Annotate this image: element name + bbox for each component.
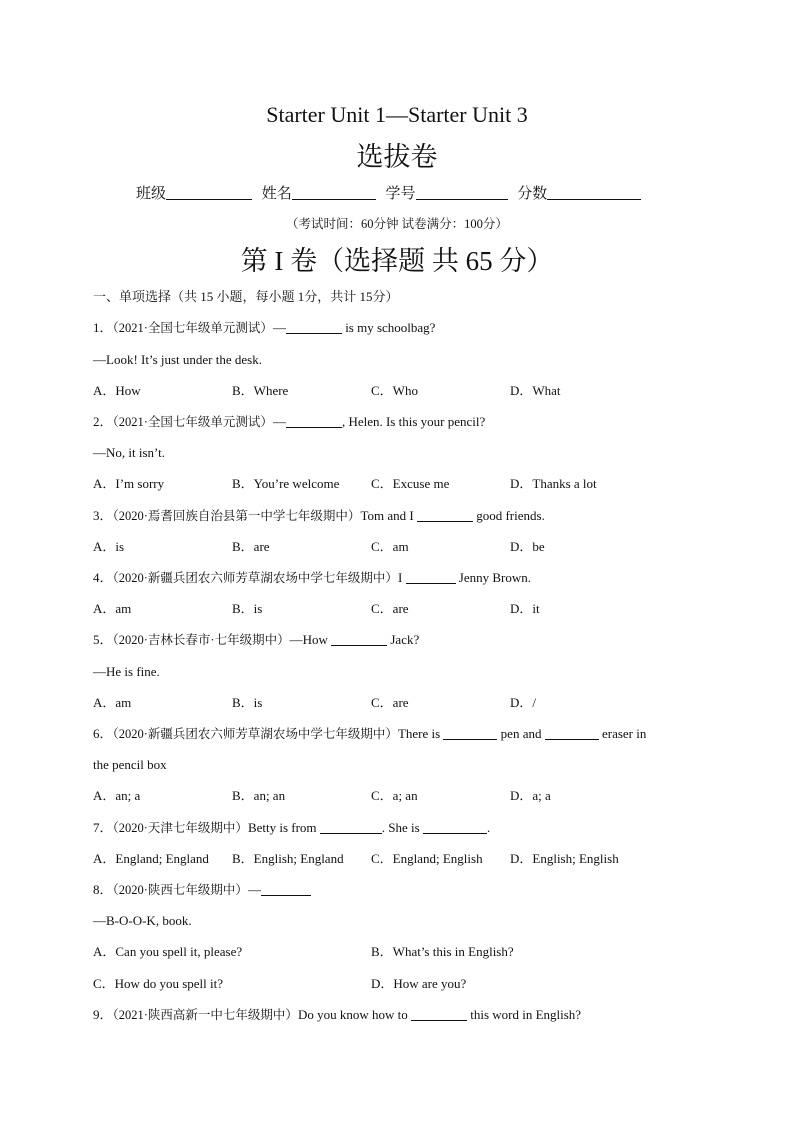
question-source: （2020·天津七年级期中） (112, 821, 248, 835)
question-stem: Tom and I (360, 508, 417, 523)
question-number: 5． (93, 632, 113, 647)
question-3-options (93, 537, 713, 557)
option-b: B．English; England (232, 851, 344, 866)
question-stem: good friends. (472, 508, 545, 523)
question-2 (93, 412, 485, 432)
option-a: A．Can you spell it, please? (93, 944, 243, 959)
option-b: B．What’s this in English? (371, 944, 514, 959)
option-b: B．Where (232, 383, 289, 398)
question-8-options-row2 (93, 974, 713, 994)
exam-note: （考试时间：60分钟 试卷满分：100分） (286, 217, 508, 231)
answer-blank (545, 725, 599, 740)
score-label: 分数 (517, 186, 548, 202)
section-title: 第 I 卷（选择题 共 65 分） (240, 246, 554, 276)
question-1-line2: —Look! It’s just under the desk. (93, 352, 262, 367)
question-number: 1． (93, 320, 113, 335)
question-3 (93, 506, 545, 526)
option-d: D．Thanks a lot (510, 476, 597, 491)
id-field (386, 183, 508, 205)
answer-blank (406, 569, 456, 584)
question-stem: . (486, 820, 491, 835)
option-a: A．I’m sorry (93, 476, 165, 491)
id-label: 学号 (385, 186, 416, 202)
answer-blank (411, 1006, 467, 1021)
question-1-options (93, 381, 713, 401)
question-7-options (93, 849, 713, 869)
question-8-options-row1 (93, 942, 713, 962)
option-c: C．are (371, 695, 409, 710)
name-label: 姓名 (261, 186, 292, 202)
option-a: A．How (93, 383, 141, 398)
question-stem: eraser in (598, 726, 647, 741)
question-stem: Do you know how to (297, 1007, 411, 1022)
option-b: B．You’re welcome (232, 476, 340, 491)
question-number: 8． (93, 882, 113, 897)
question-stem: I (397, 570, 406, 585)
question-stem: —How (289, 632, 332, 647)
question-5 (93, 630, 419, 650)
question-6-options (93, 786, 713, 806)
score-field (517, 183, 641, 205)
option-c: C．a; an (371, 788, 418, 803)
class-field (136, 183, 252, 205)
class-label: 班级 (136, 186, 167, 202)
question-number: 7． (93, 820, 113, 835)
question-stem: is my schoolbag? (341, 320, 436, 335)
question-number: 2． (93, 414, 113, 429)
option-d: D．be (510, 539, 545, 554)
question-7 (93, 818, 490, 838)
option-c: C．Who (371, 383, 418, 398)
option-c: C．am (371, 539, 409, 554)
question-6 (93, 724, 646, 744)
student-info-row (136, 183, 647, 205)
question-source: （2020·新疆兵团农六师芳草湖农场中学七年级期中） (112, 727, 398, 741)
option-c: C．How do you spell it? (93, 976, 223, 991)
question-source: （2020·焉耆回族自治县第一中学七年级期中） (112, 509, 361, 523)
answer-blank (286, 319, 342, 334)
question-number: 4． (93, 570, 113, 585)
option-a: A．an; a (93, 788, 141, 803)
question-source: （2021·陕西高新一中七年级期中） (112, 1008, 298, 1022)
option-a: A．am (93, 601, 132, 616)
question-1 (93, 318, 435, 338)
question-source: （2020·吉林长春市·七年级期中） (112, 633, 290, 647)
question-stem: There is (397, 726, 444, 741)
question-stem: Jack? (387, 632, 420, 647)
question-source: （2021·全国七年级单元测试） (112, 415, 273, 429)
answer-blank (261, 881, 311, 896)
question-9 (93, 1005, 581, 1025)
score-blank (547, 183, 641, 200)
question-stem: , Helen. Is this your pencil? (341, 414, 486, 429)
option-a: A．is (93, 539, 125, 554)
question-stem: — (247, 882, 261, 897)
question-5-options (93, 693, 713, 713)
id-blank (416, 183, 508, 200)
option-a: A．am (93, 695, 132, 710)
option-d: D．it (510, 601, 540, 616)
option-d: D．How are you? (371, 976, 467, 991)
exam-title-english: Starter Unit 1—Starter Unit 3 (266, 102, 528, 127)
question-stem: this word in English? (466, 1007, 582, 1022)
question-stem: pen and (497, 726, 545, 741)
question-4 (93, 568, 531, 588)
answer-blank (443, 725, 497, 740)
answer-blank (286, 413, 342, 428)
question-2-options (93, 474, 713, 494)
name-field (262, 183, 376, 205)
answer-blank (331, 631, 387, 646)
option-d: D．a; a (510, 788, 551, 803)
exam-title-chinese: 选拔卷 (356, 142, 438, 172)
question-number: 3． (93, 508, 113, 523)
question-6-line2: the pencil box (93, 757, 167, 772)
option-c: C．England; English (371, 851, 483, 866)
option-c: C．are (371, 601, 409, 616)
option-c: C．Excuse me (371, 476, 450, 491)
question-8-line2: —B-O-O-K, book. (93, 913, 192, 928)
question-4-options (93, 599, 713, 619)
question-source: （2021·全国七年级单元测试） (112, 321, 273, 335)
answer-blank (320, 819, 382, 834)
answer-blank (417, 507, 473, 522)
question-number: 6． (93, 726, 113, 741)
option-d: D．/ (510, 695, 537, 710)
question-5-line2: —He is fine. (93, 664, 160, 679)
question-stem: Jenny Brown. (455, 570, 531, 585)
option-a: A．England; England (93, 851, 209, 866)
answer-blank (423, 819, 487, 834)
question-stem: — (272, 320, 286, 335)
name-blank (292, 183, 376, 200)
question-stem: Betty is from (247, 820, 320, 835)
class-blank (166, 183, 252, 200)
question-source: （2020·新疆兵团农六师芳草湖农场中学七年级期中） (112, 571, 398, 585)
question-stem: . She is (381, 820, 423, 835)
question-stem: — (272, 414, 286, 429)
question-source: （2020·陕西七年级期中） (112, 883, 248, 897)
question-number: 9． (93, 1007, 113, 1022)
option-b: B．is (232, 601, 263, 616)
option-b: B．an; an (232, 788, 286, 803)
question-8 (93, 880, 311, 900)
question-2-line2: —No, it isn’t. (93, 445, 165, 460)
option-b: B．are (232, 539, 270, 554)
part-title: 一、单项选择（共 15 小题，每小题 1分，共计 15分） (93, 289, 399, 304)
option-d: D．English; English (510, 851, 619, 866)
option-b: B．is (232, 695, 263, 710)
option-d: D．What (510, 383, 561, 398)
